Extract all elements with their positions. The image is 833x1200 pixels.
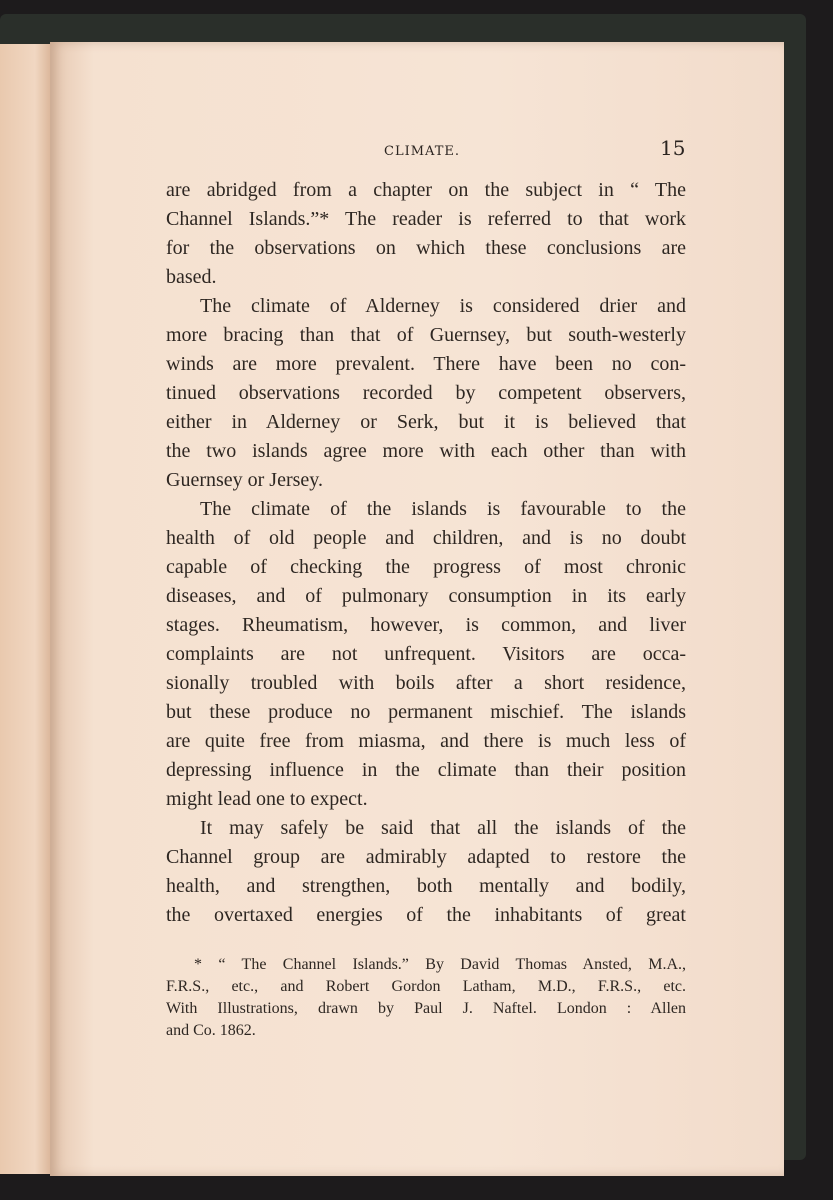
body-line: sionally troubled with boils after a short residence,: [166, 672, 686, 694]
body-line: Channel group are admirably adapted to restore the: [166, 846, 686, 868]
running-title: CLIMATE.: [384, 144, 460, 159]
body-line: Channel Islands.”* The reader is referred to that work: [166, 208, 686, 230]
body-line: complaints are not unfrequent. Visitors are occa-: [166, 643, 686, 665]
body-line: stages. Rheumatism, however, is common, and liver: [166, 614, 686, 636]
body-line: health, and strengthen, both mentally and bodily,: [166, 875, 686, 897]
body-line: might lead one to expect.: [166, 788, 368, 810]
body-line: The climate of the islands is favourable to the: [200, 498, 686, 520]
footnote-line: * “ The Channel Islands.” By David Thomas Ansted, M.A.,: [194, 956, 686, 973]
body-line: the overtaxed energies of the inhabitants of great: [166, 904, 686, 926]
footnote-line: and Co. 1862.: [166, 1022, 256, 1039]
body-line: It may safely be said that all the islands of the: [200, 817, 686, 839]
left-page-edge: [0, 44, 50, 1174]
body-line: winds are more prevalent. There have been no con-: [166, 353, 686, 375]
body-line: more bracing than that of Guernsey, but south-westerly: [166, 324, 686, 346]
body-line: for the observations on which these conclusions are: [166, 237, 686, 259]
body-line: diseases, and of pulmonary consumption in its early: [166, 585, 686, 607]
body-line: Guernsey or Jersey.: [166, 469, 323, 491]
body-text: [166, 176, 686, 930]
body-line: tinued observations recorded by competent observers,: [166, 382, 686, 404]
body-line: the two islands agree more with each other than with: [166, 440, 686, 462]
body-line: either in Alderney or Serk, but it is believed that: [166, 411, 686, 433]
body-line: based.: [166, 266, 217, 288]
body-line: The climate of Alderney is considered drier and: [200, 295, 686, 317]
body-line: depressing influence in the climate than their position: [166, 759, 686, 781]
body-line: capable of checking the progress of most chronic: [166, 556, 686, 578]
page-number: 15: [660, 136, 686, 160]
body-line: are abridged from a chapter on the subject in “ The: [166, 179, 686, 201]
footnote: [166, 954, 686, 1042]
body-line: are quite free from miasma, and there is much less of: [166, 730, 686, 752]
body-line: health of old people and children, and is no doubt: [166, 527, 686, 549]
footnote-line: With Illustrations, drawn by Paul J. Naftel. London : Allen: [166, 1000, 686, 1017]
body-line: but these produce no permanent mischief. The islands: [166, 701, 686, 723]
footnote-line: F.R.S., etc., and Robert Gordon Latham, M.D., F.R.S., etc.: [166, 978, 686, 995]
